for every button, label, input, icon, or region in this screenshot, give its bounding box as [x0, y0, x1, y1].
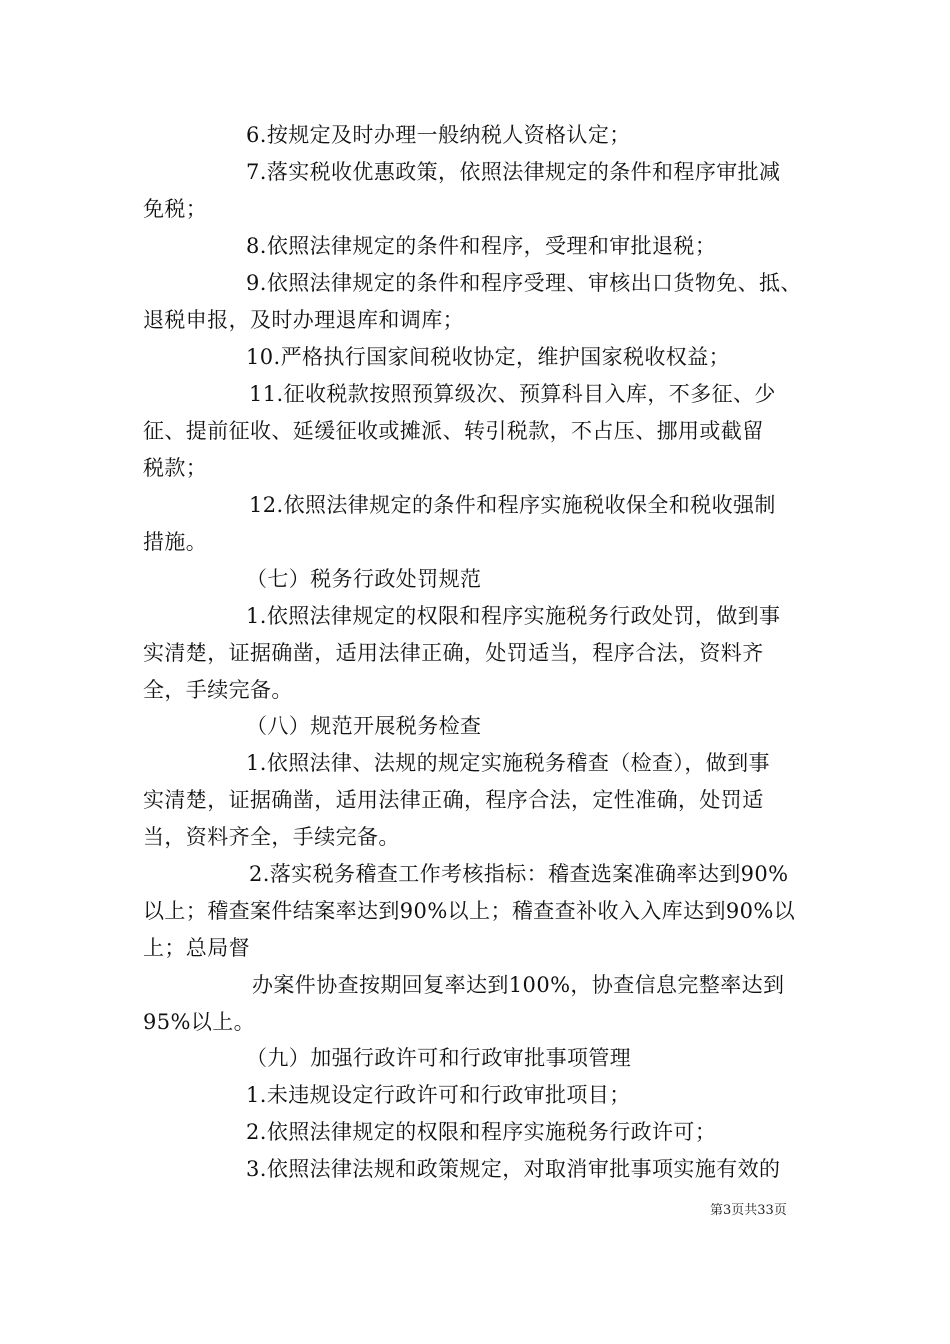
paragraph-line: 退税申报，及时办理退库和调库；: [143, 308, 464, 332]
paragraph-line: 1.依照法律、法规的规定实施税务稽查（检查），做到事: [246, 751, 770, 775]
paragraph-line: 全，手续完备。: [143, 678, 293, 702]
paragraph-line: 8.依照法律规定的条件和程序，受理和审批退税；: [246, 234, 717, 258]
paragraph-line: 7.落实税收优惠政策，依照法律规定的条件和程序审批减: [246, 160, 781, 184]
paragraph-line: 措施。: [143, 530, 208, 554]
paragraph-line: 11.征收税款按照预算级次、预算科目入库，不多征、少: [249, 382, 776, 406]
paragraph-line: 2.落实税务稽查工作考核指标：稽查选案准确率达到90%: [249, 862, 789, 886]
paragraph-line: 10.严格执行国家间税收协定，维护国家税收权益；: [246, 345, 730, 369]
paragraph-line: 当，资料齐全，手续完备。: [143, 825, 400, 849]
section-heading: （八）规范开展税务检查: [246, 714, 482, 738]
paragraph-line: 上；总局督: [143, 936, 250, 960]
paragraph-line: 免税；: [143, 197, 208, 221]
page-number-footer: 第3页共33页: [710, 1203, 787, 1218]
section-heading: （七）税务行政处罚规范: [246, 567, 482, 591]
paragraph-line: 6.按规定及时办理一般纳税人资格认定；: [246, 123, 631, 147]
paragraph-line: 2.依照法律规定的权限和程序实施税务行政许可；: [246, 1120, 717, 1144]
paragraph-line: 以上；稽查案件结案率达到90%以上；稽查查补收入入库达到90%以: [143, 899, 796, 923]
paragraph-line: 1.依照法律规定的权限和程序实施税务行政处罚，做到事: [246, 604, 781, 628]
paragraph-line: 1.未违规设定行政许可和行政审批项目；: [246, 1083, 631, 1107]
paragraph-line: 实清楚，证据确凿，适用法律正确，程序合法，定性准确，处罚适: [143, 788, 764, 812]
paragraph-line: 9.依照法律规定的条件和程序受理、审核出口货物免、抵、: [246, 271, 802, 295]
paragraph-line: 3.依照法律法规和政策规定，对取消审批事项实施有效的: [246, 1157, 781, 1181]
paragraph-line: 征、提前征收、延缓征收或摊派、转引税款，不占压、挪用或截留: [143, 419, 764, 443]
paragraph-line: 实清楚，证据确凿，适用法律正确，处罚适当，程序合法，资料齐: [143, 641, 764, 665]
paragraph-line: 95%以上。: [143, 1010, 256, 1034]
paragraph-line: 12.依照法律规定的条件和程序实施税收保全和税收强制: [249, 493, 776, 517]
paragraph-line: 办案件协查按期回复率达到100%，协查信息完整率达到: [252, 973, 785, 997]
paragraph-line: 税款；: [143, 456, 208, 480]
section-heading: （九）加强行政许可和行政审批事项管理: [246, 1046, 632, 1070]
